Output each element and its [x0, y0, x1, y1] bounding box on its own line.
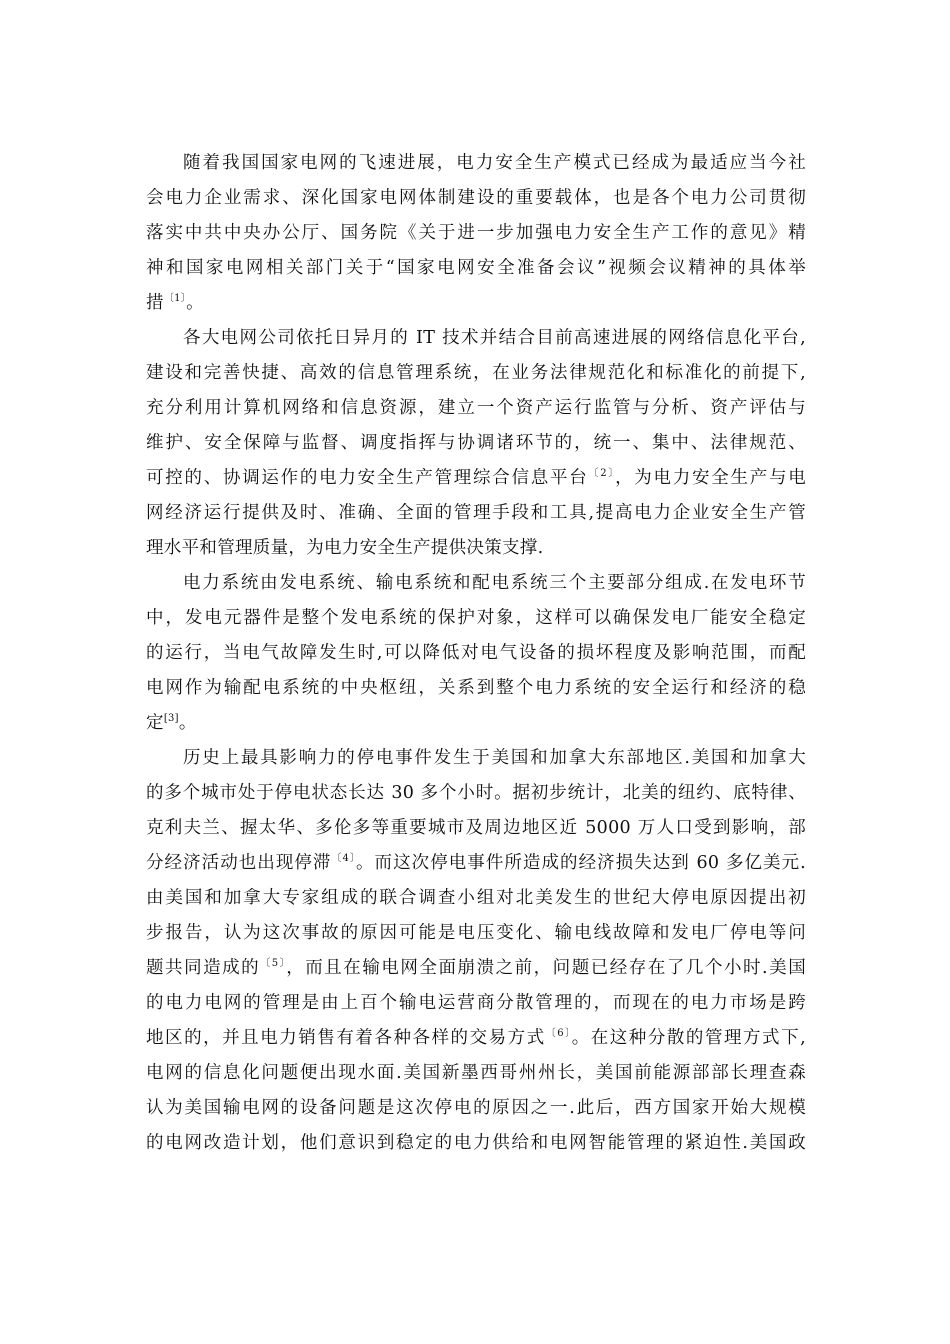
paragraph-4-line-12: 的电网改造计划，他们意识到稳定的电力供给和电网智能管理的紧迫性.美国政	[146, 1133, 806, 1153]
paragraph-4-line-3: 克利夫兰、握太华、多伦多等重要城市及周边地区近 5000 万人口受到影响，部	[146, 818, 806, 838]
paragraph-3-line-5-end: 。	[178, 713, 197, 733]
paragraph-4-line-2: 的多个城市处于停电状态长达 30 多个小时。据初步统计，北美的纽约、底特律、	[146, 783, 806, 803]
paragraph-4-line-8: 的电力电网的管理是由上百个输电运营商分散管理的，而现在的电力市场是跨	[146, 993, 806, 1013]
citation-3: [3]	[163, 713, 179, 724]
paragraph-2-line-5-end: ，为电力安全生产与电	[615, 468, 807, 488]
paragraph-2-line-1: 各大电网公司依托日异月的 IT 技术并结合目前高速进展的网络信息化平台,	[183, 328, 806, 348]
paragraph-2-line-7: 理水平和管理质量，为电力安全生产提供决策支撑.	[146, 538, 544, 558]
paragraph-3-line-1: 电力系统由发电系统、输电系统和配电系统三个主要部分组成.在发电环节	[183, 573, 806, 593]
paragraph-4-line-7	[146, 951, 806, 986]
paragraph-2-line-6: 网经济运行提供及时、准确、全面的管理手段和工具,提高电力企业安全生产管	[146, 503, 806, 523]
paragraph-4-line-4-end: 。而这次停电事件所造成的经济损失达到 60 多亿美元.	[356, 853, 807, 873]
paragraph-1-line-2: 会电力企业需求、深化国家电网体制建设的重要载体，也是各个电力公司贯彻	[146, 188, 806, 208]
paragraph-1-line-5	[146, 286, 806, 321]
citation-1: 〔1〕	[163, 293, 187, 304]
paragraph-1-line-4: 神和国家电网相关部门关于“国家电网安全准备会议”视频会议精神的具体举	[146, 258, 806, 278]
citation-4: 〔4〕	[331, 853, 356, 864]
citation-2: 〔2〕	[588, 468, 616, 479]
paragraph-4-line-5: 由美国和加拿大专家组成的联合调查小组对北美发生的世纪大停电原因提出初	[146, 888, 806, 908]
paragraph-4-line-10: 电网的信息化问题便出现水面.美国新墨西哥州州长，美国前能源部部长理查森	[146, 1063, 806, 1083]
citation-6: 〔6〕	[545, 1028, 572, 1039]
paragraph-2-line-3: 充分利用计算机网络和信息资源，建立一个资产运行监管与分析、资产评估与	[146, 398, 806, 418]
paragraph-1-line-3: 落实中共中央办公厅、国务院《关于进一步加强电力安全生产工作的意见》精	[146, 223, 806, 243]
paragraph-4-line-9-text: 地区的，并且电力销售有着各种各样的交易方式	[146, 1028, 546, 1048]
paragraph-1-line-5-end: 。	[186, 293, 204, 313]
paragraph-4-line-1: 历史上最具影响力的停电事件发生于美国和加拿大东部地区.美国和加拿大	[183, 748, 806, 768]
paragraph-4-line-9	[146, 1021, 806, 1056]
paragraph-4-line-7-end: ，而且在输电网全面崩溃之前，问题已经存在了几个小时.美国	[286, 958, 806, 978]
paragraph-4-line-11: 认为美国输电网的设备问题是这次停电的原因之一.此后，西方国家开始大规模	[146, 1098, 806, 1118]
paragraph-2-line-2: 建设和完善快捷、高效的信息管理系统，在业务法律规范化和标准化的前提下,	[146, 363, 806, 383]
paragraph-3-line-5	[146, 706, 806, 741]
paragraph-3-line-4: 电网作为输配电系统的中央枢纽，关系到整个电力系统的安全运行和经济的稳	[146, 678, 806, 698]
paragraph-1-line-1: 随着我国国家电网的飞速进展，电力安全生产模式已经成为最适应当今社	[183, 153, 806, 173]
paragraph-4-line-6: 步报告，认为这次事故的原因可能是电压变化、输电线故障和发电厂停电等问	[146, 923, 806, 943]
paragraph-4-line-4-text: 分经济活动也出现停滞	[146, 853, 332, 873]
paragraph-2-line-5-text: 可控的、协调运作的电力安全生产管理综合信息平台	[146, 468, 589, 488]
paragraph-4-line-7-text: 题共同造成的	[146, 958, 261, 978]
paragraph-3-line-5-text: 定	[146, 713, 164, 733]
paragraph-2-line-4: 维护、安全保障与监督、调度指挥与协调诸环节的，统一、集中、法律规范、	[146, 433, 806, 453]
paragraph-4-line-9-end: 。在这种分散的管理方式下,	[571, 1028, 806, 1048]
citation-5: 〔5〕	[260, 958, 287, 969]
paragraph-3-line-3: 的运行，当电气故障发生时,可以降低对电气设备的损坏程度及影响范围，而配	[146, 643, 806, 663]
paragraph-3-line-2: 中，发电元器件是整个发电系统的保护对象，这样可以确保发电厂能安全稳定	[146, 608, 806, 628]
paragraph-1-line-5-text: 措	[146, 293, 164, 313]
paragraph-2-line-5	[146, 461, 806, 496]
paragraph-4-line-4	[146, 846, 806, 881]
